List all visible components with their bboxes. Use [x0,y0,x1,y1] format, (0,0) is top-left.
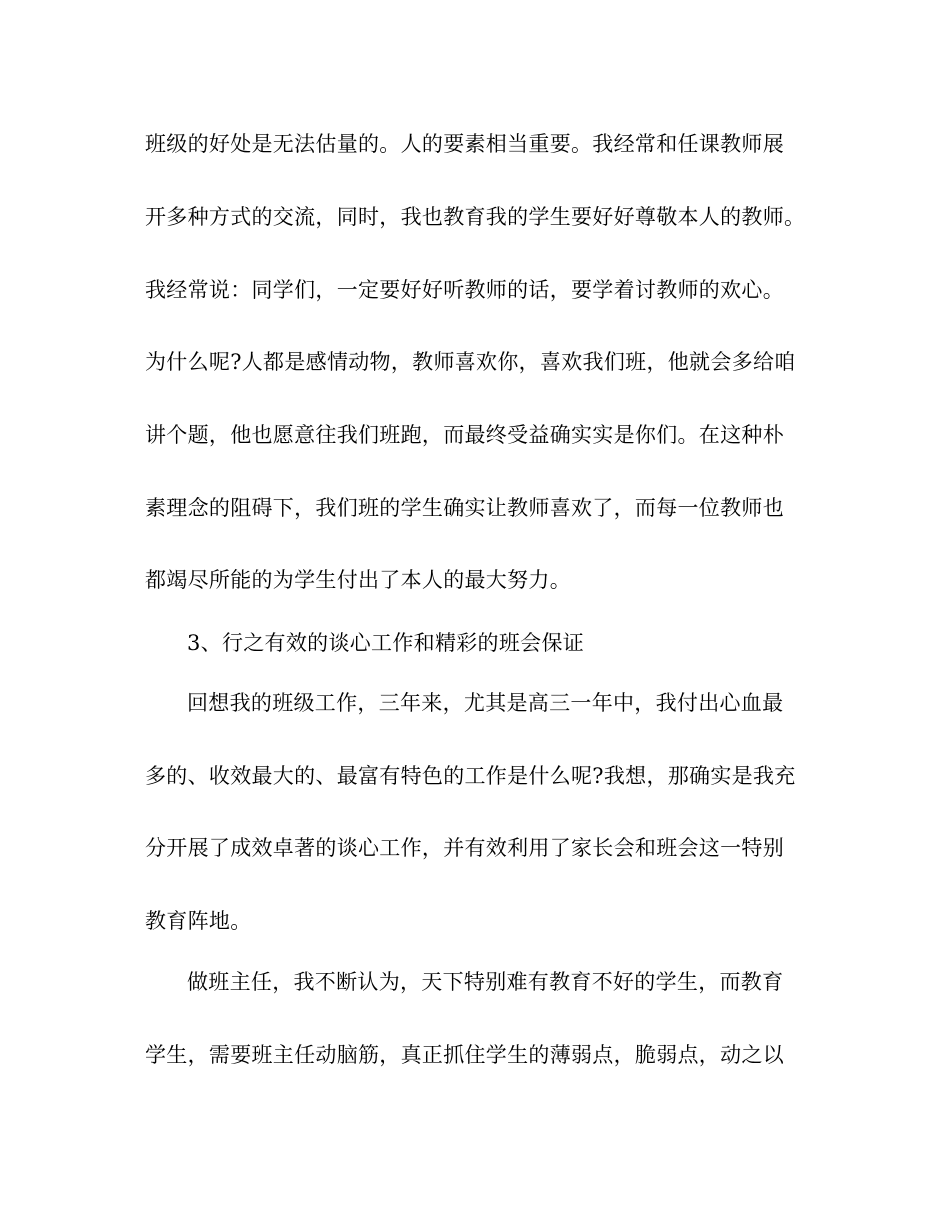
paragraph-line: 开多种方式的交流，同时，我也教育我的学生要好好尊敬本人的教师。 [145,205,806,229]
paragraph-line: 为什么呢?人都是感情动物，教师喜欢你，喜欢我们班，他就会多给咱 [145,350,796,374]
paragraph-line: 素理念的阻碍下，我们班的学生确实让教师喜欢了，而每一位教师也 [145,496,784,520]
paragraph-line: 多的、收效最大的、最富有特色的工作是什么呢?我想，那确实是我充 [145,764,796,788]
paragraph-line: 回想我的班级工作，三年来，尤其是高三一年中，我付出心血最 [187,691,784,715]
paragraph-line: 都竭尽所能的为学生付出了本人的最大努力。 [145,568,571,592]
paragraph-line: 分开展了成效卓著的谈心工作，并有效利用了家长会和班会这一特别 [145,836,784,860]
paragraph-line: 教育阵地。 [145,909,252,933]
paragraph-line: 我经常说：同学们，一定要好好听教师的话，要学着讨教师的欢心。 [145,278,784,302]
paragraph-line: 做班主任，我不断认为，天下特别难有教育不好的学生，而教育 [187,970,784,994]
section-heading: 3、行之有效的谈心工作和精彩的班会保证 [187,631,585,655]
paragraph-line: 讲个题，他也愿意往我们班跑，而最终受益确实实是你们。在这种朴 [145,423,784,447]
paragraph-line: 学生，需要班主任动脑筋，真正抓住学生的薄弱点，脆弱点，动之以 [145,1043,784,1067]
paragraph-line: 班级的好处是无法估量的。人的要素相当重要。我经常和任课教师展 [145,132,784,156]
